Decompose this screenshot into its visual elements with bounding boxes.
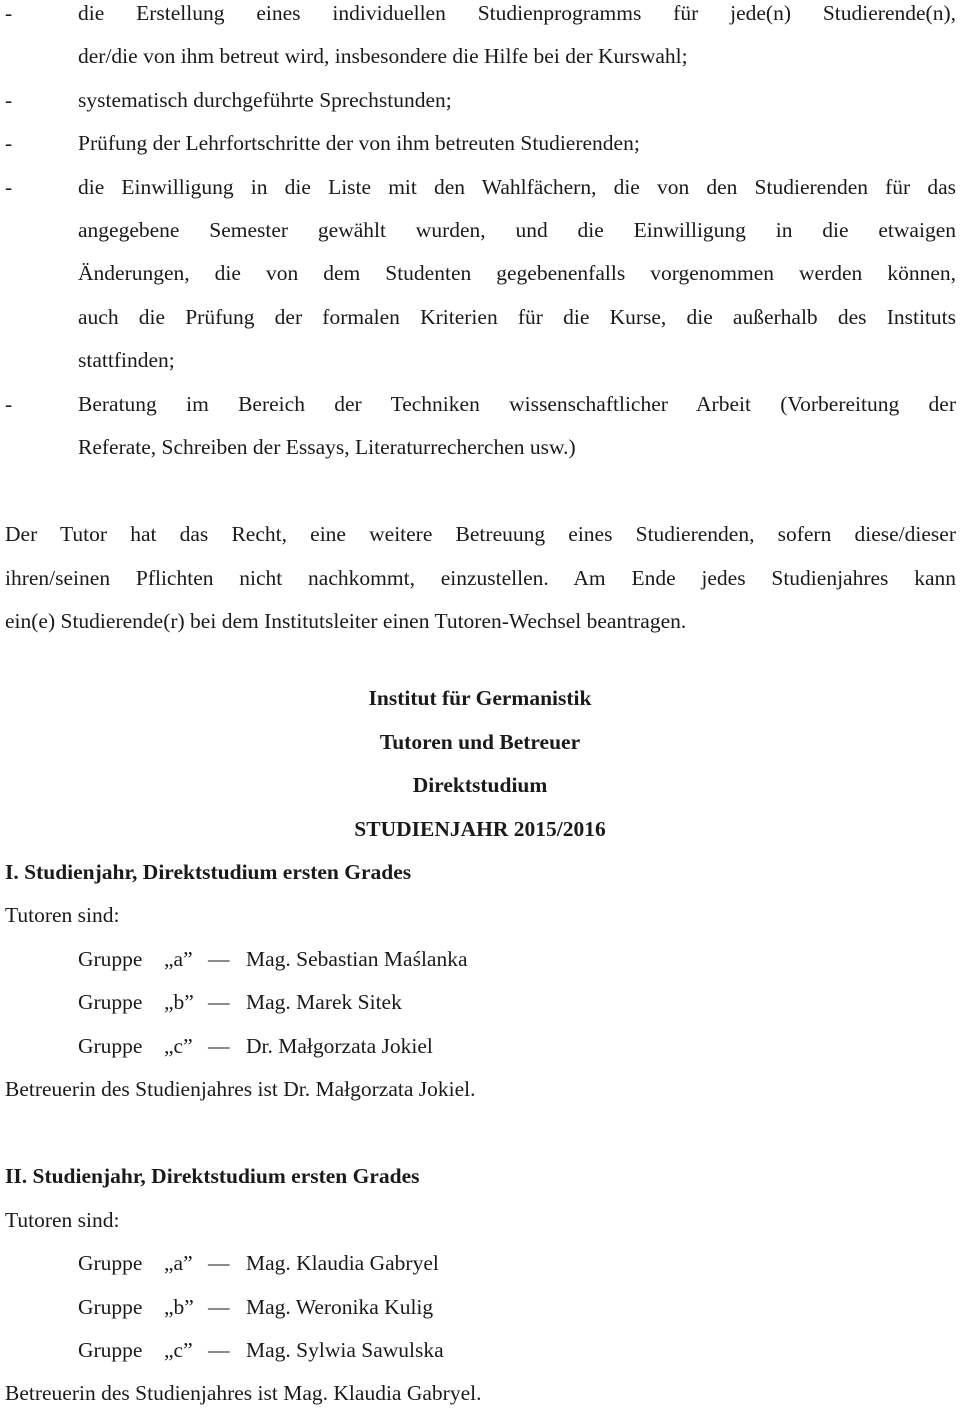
duty-text-line: Beratung im Bereich der Techniken wissenschaftlicher Arbeit (Vorbereitung der (78, 392, 956, 416)
heading-subtitle: Tutoren und Betreuer (379, 730, 581, 754)
list-bullet: - (5, 1, 13, 25)
duty-text-line: stattfinden; (78, 348, 175, 372)
group-dash: — (208, 947, 230, 971)
group-row (78, 1033, 433, 1059)
duty-text-line: systematisch durchgeführte Sprechstunden; (78, 88, 452, 112)
tutors-label: Tutoren sind: (5, 903, 120, 927)
heading-academic-year: STUDIENJAHR 2015/2016 (354, 817, 606, 841)
duty-text-line: Änderungen, die von dem Studenten gegebenenfalls vorgenommen werden können, (78, 261, 956, 285)
group-letter: „a” (164, 1251, 193, 1275)
group-letter: „b” (164, 1295, 194, 1319)
heading-study-mode: Direktstudium (412, 773, 548, 797)
group-label: Gruppe (78, 1034, 143, 1058)
group-dash: — (208, 1251, 230, 1275)
group-letter: „c” (164, 1338, 193, 1362)
group-row (78, 1250, 439, 1276)
duty-text-line: der/die von ihm betreut wird, insbesondere die Hilfe bei der Kurswahl; (78, 44, 688, 68)
group-row (78, 989, 402, 1015)
group-dash: — (208, 1034, 230, 1058)
paragraph-line: Der Tutor hat das Recht, eine weitere Betreuung eines Studierenden, sofern diese/dieser (5, 522, 956, 546)
group-tutor: Mag. Klaudia Gabryel (246, 1251, 439, 1275)
group-label: Gruppe (78, 1251, 143, 1275)
duty-text-line: Referate, Schreiben der Essays, Literaturrecherchen usw.) (78, 435, 576, 459)
group-tutor: Mag. Marek Sitek (246, 990, 402, 1014)
group-label: Gruppe (78, 1338, 143, 1362)
group-tutor: Mag. Sylwia Sawulska (246, 1338, 444, 1362)
group-tutor: Mag. Sebastian Maślanka (246, 947, 468, 971)
duty-text-line: Prüfung der Lehrfortschritte der von ihm betreuten Studierenden; (78, 131, 640, 155)
group-label: Gruppe (78, 1295, 143, 1319)
paragraph-line: ihren/seinen Pflichten nicht nachkommt, einzustellen. Am Ende jedes Studienjahres kann (5, 566, 956, 590)
section-title: I. Studienjahr, Direktstudium ersten Grades (5, 860, 412, 884)
supervisor-line: Betreuerin des Studienjahres ist Dr. Małgorzata Jokiel. (5, 1077, 476, 1101)
institute-title: Institut für Germanistik (368, 686, 592, 710)
group-letter: „c” (164, 1034, 193, 1058)
group-letter: „b” (164, 990, 194, 1014)
group-letter: „a” (164, 947, 193, 971)
duty-text-line: auch die Prüfung der formalen Kriterien für die Kurse, die außerhalb des Instituts (78, 305, 956, 329)
group-dash: — (208, 1295, 230, 1319)
tutors-label: Tutoren sind: (5, 1208, 120, 1232)
list-bullet: - (5, 88, 13, 112)
paragraph-line: ein(e) Studierende(r) bei dem Institutsleiter einen Tutoren-Wechsel beantragen. (5, 609, 687, 633)
group-tutor: Mag. Weronika Kulig (246, 1295, 434, 1319)
list-bullet: - (5, 131, 13, 155)
group-label: Gruppe (78, 990, 143, 1014)
list-bullet: - (5, 392, 13, 416)
supervisor-line: Betreuerin des Studienjahres ist Mag. Klaudia Gabryel. (5, 1381, 482, 1405)
group-tutor: Dr. Małgorzata Jokiel (246, 1034, 433, 1058)
duty-text-line: die Erstellung eines individuellen Studienprogramms für jede(n) Studierende(n), (78, 1, 956, 25)
list-bullet: - (5, 175, 13, 199)
group-row (78, 946, 468, 972)
group-dash: — (208, 1338, 230, 1362)
group-row (78, 1337, 444, 1363)
group-label: Gruppe (78, 947, 143, 971)
section-title: II. Studienjahr, Direktstudium ersten Grades (5, 1164, 420, 1188)
duty-text-line: angegebene Semester gewählt wurden, und die Einwilligung in die etwaigen (78, 218, 956, 242)
duty-text-line: die Einwilligung in die Liste mit den Wahlfächern, die von den Studierenden für das (78, 175, 956, 199)
group-dash: — (208, 990, 230, 1014)
group-row (78, 1294, 433, 1320)
